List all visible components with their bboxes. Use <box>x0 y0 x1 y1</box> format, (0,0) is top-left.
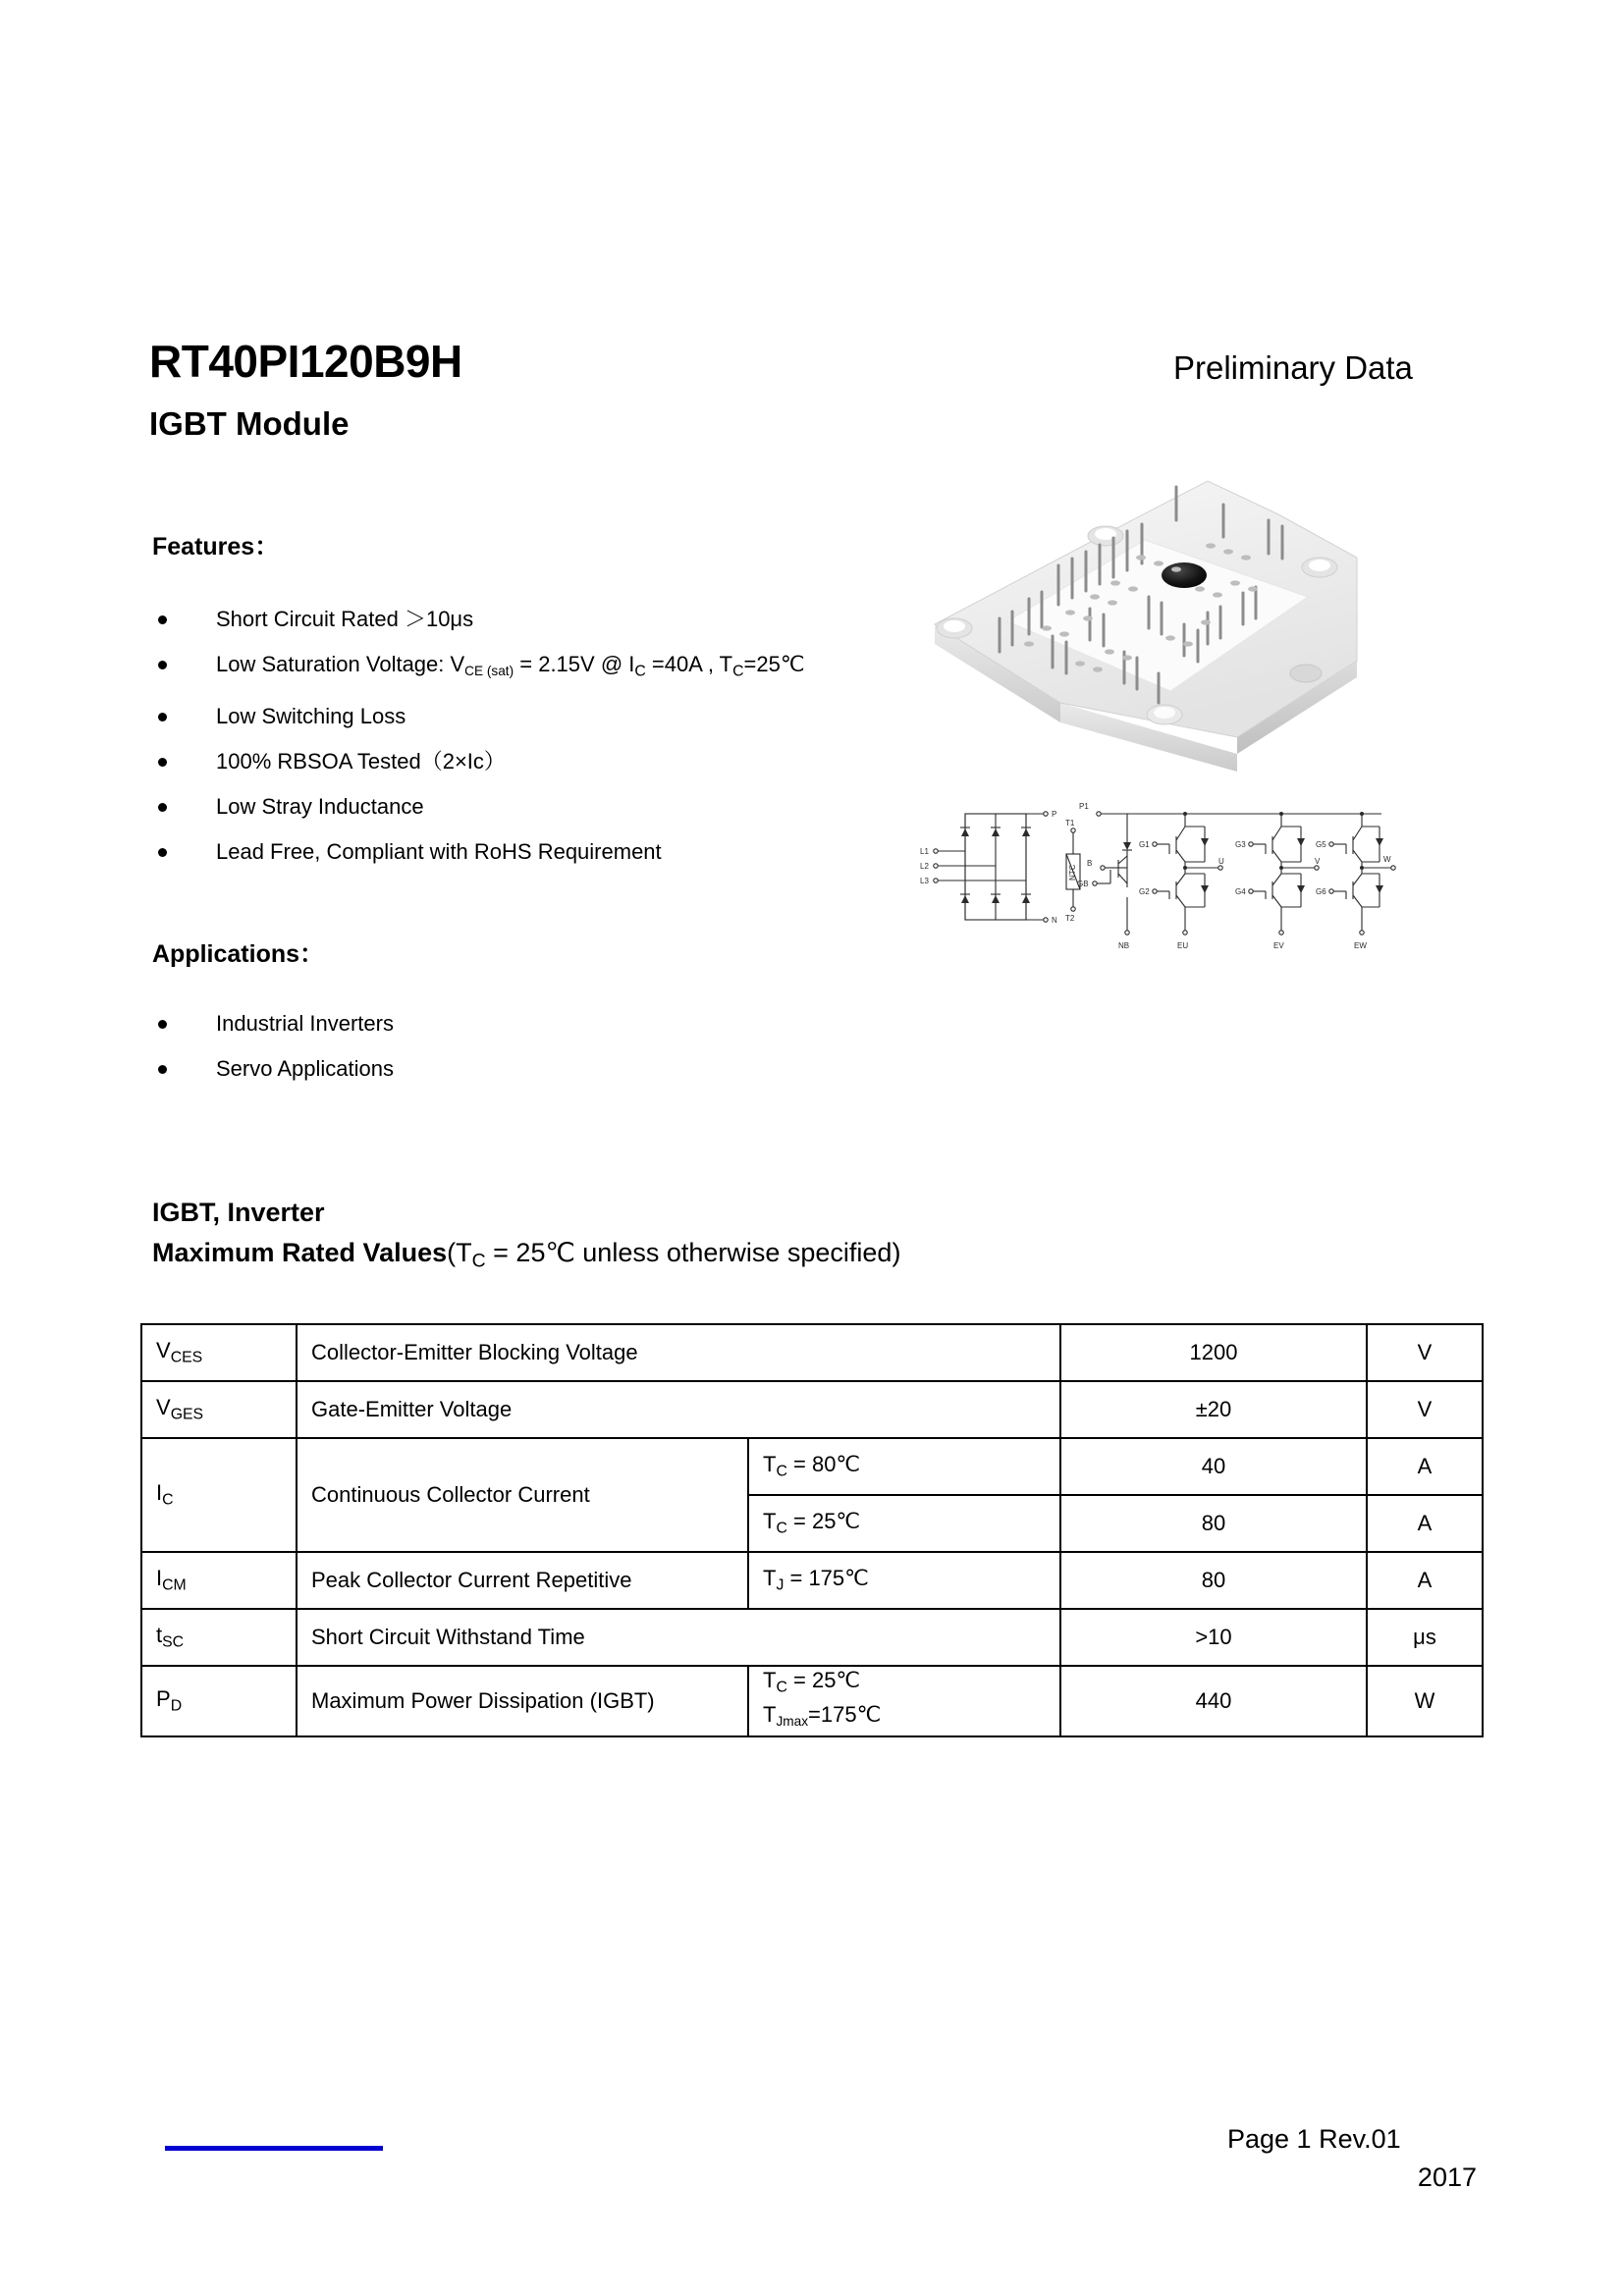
feature-label-mid2: =40A , T <box>645 652 733 676</box>
schematic-label-g5: G5 <box>1316 840 1326 849</box>
feature-label-mid: = 2.15V @ I <box>514 652 635 676</box>
feature-rohs-compliant <box>155 829 805 875</box>
feature-label: Low Switching Loss <box>216 704 406 729</box>
ratings-subtitle-sub: C <box>471 1250 486 1272</box>
cell-unit: W <box>1367 1666 1483 1736</box>
feature-label: Low Stray Inductance <box>216 794 424 820</box>
schematic-label-n: N <box>1052 916 1057 925</box>
document-status: Preliminary Data <box>1173 349 1413 386</box>
schematic-label-g4: G4 <box>1235 887 1246 896</box>
condition-line-2: $T_{Jmax}=175℃$ <box>763 1702 882 1730</box>
schematic-label-v: V <box>1315 857 1321 866</box>
application-label: Industrial Inverters <box>216 1011 394 1036</box>
cell-symbol: $V_{GES}$ <box>141 1381 297 1438</box>
product-type: IGBT Module <box>149 405 350 442</box>
cell-value: 1200 <box>1060 1324 1367 1381</box>
ratings-section-title: IGBT, Inverter <box>152 1198 325 1227</box>
schematic-label-p1: P1 <box>1079 802 1089 811</box>
application-label: Servo Applications <box>216 1056 394 1081</box>
features-heading: Features： <box>152 533 280 561</box>
cell-condition <box>748 1666 1060 1736</box>
condition-line-1: $T_C$ = 25℃ <box>763 1668 861 1696</box>
feature-label: Short Circuit Rated ＞10μs <box>216 607 474 631</box>
cell-symbol: $t_{SC}$ <box>141 1609 297 1666</box>
feature-sub-tc: C <box>732 663 744 680</box>
cell-condition: $T_C$ = 80℃ <box>748 1438 1060 1495</box>
schematic-diagram <box>918 797 1399 962</box>
schematic-label-g2: G2 <box>1139 887 1150 896</box>
bullet-icon <box>158 758 167 767</box>
footer-rule <box>165 2146 383 2151</box>
product-photo <box>913 459 1375 778</box>
feature-short-circuit-rated <box>155 597 805 642</box>
ratings-subtitle-prefix: (T <box>447 1238 472 1267</box>
bullet-icon <box>158 803 167 812</box>
schematic-label-l1: L1 <box>920 847 929 856</box>
feature-label-prefix: Low Saturation Voltage: V <box>216 652 465 676</box>
feature-low-saturation-voltage <box>155 642 805 694</box>
schematic-label-l2: L2 <box>920 862 929 871</box>
table-row <box>141 1666 1483 1736</box>
feature-sub-c: C <box>634 663 646 680</box>
footer-page-number: Page 1 Rev.01 <box>1227 2124 1401 2154</box>
feature-rbsoa-tested <box>155 739 805 784</box>
cell-unit: A <box>1367 1552 1483 1609</box>
ratings-section-subtitle <box>152 1240 900 1271</box>
cell-unit: A <box>1367 1438 1483 1495</box>
table-row <box>141 1552 1483 1609</box>
features-list <box>155 597 805 875</box>
bullet-icon <box>158 713 167 721</box>
feature-sub-ce-sat: CE (sat) <box>464 663 514 678</box>
bullet-icon <box>158 1065 167 1074</box>
schematic-label-gb: GB <box>1077 880 1089 888</box>
cell-symbol: $P_D$ <box>141 1666 297 1736</box>
ratings-subtitle-bold: Maximum Rated Values <box>152 1238 448 1267</box>
cell-description: Peak Collector Current Repetitive <box>297 1552 748 1609</box>
cell-value: ±20 <box>1060 1381 1367 1438</box>
footer-year: 2017 <box>1417 2163 1477 2192</box>
cell-unit: V <box>1367 1324 1483 1381</box>
cell-unit: A <box>1367 1495 1483 1552</box>
schematic-label-g1: G1 <box>1139 840 1150 849</box>
schematic-label-b: B <box>1087 859 1093 868</box>
cell-unit: μs <box>1367 1609 1483 1666</box>
table-row <box>141 1381 1483 1438</box>
circuit-schematic <box>918 797 1399 962</box>
bullet-icon <box>158 661 167 669</box>
schematic-label-p: P <box>1052 810 1057 819</box>
bullet-icon <box>158 615 167 624</box>
cell-symbol: $I_{CM}$ <box>141 1552 297 1609</box>
application-industrial-inverters <box>155 1001 394 1046</box>
cell-description: Continuous Collector Current <box>297 1438 748 1552</box>
applications-heading: Applications： <box>152 940 325 968</box>
schematic-label-t1: T1 <box>1065 819 1075 828</box>
application-servo-applications <box>155 1046 394 1092</box>
cell-description: Gate-Emitter Voltage <box>297 1381 1060 1438</box>
schematic-label-nb: NB <box>1118 941 1130 950</box>
cell-value: 40 <box>1060 1438 1367 1495</box>
cell-value: 440 <box>1060 1666 1367 1736</box>
cell-value: 80 <box>1060 1552 1367 1609</box>
schematic-label-u: U <box>1218 857 1224 866</box>
cell-unit: V <box>1367 1381 1483 1438</box>
page-title: RT40PI120B9H <box>149 336 462 387</box>
ratings-subtitle-suffix: = 25℃ unless otherwise specified) <box>485 1238 901 1267</box>
cell-symbol: $I_C$ <box>141 1438 297 1552</box>
applications-list <box>155 1001 394 1092</box>
cell-description: Collector-Emitter Blocking Voltage <box>297 1324 1060 1381</box>
bullet-icon <box>158 1020 167 1029</box>
cell-value: >10 <box>1060 1609 1367 1666</box>
cell-condition: $T_J$ = 175℃ <box>748 1552 1060 1609</box>
cell-value: 80 <box>1060 1495 1367 1552</box>
table-row <box>141 1324 1483 1381</box>
schematic-label-t2: T2 <box>1065 914 1075 923</box>
bullet-icon <box>158 848 167 857</box>
schematic-label-ntc: NTC <box>1068 864 1077 881</box>
feature-low-switching-loss <box>155 694 805 739</box>
cell-description: Short Circuit Withstand Time <box>297 1609 1060 1666</box>
schematic-label-l3: L3 <box>920 877 929 885</box>
schematic-label-ew: EW <box>1354 941 1367 950</box>
cell-symbol: $V_{CES}$ <box>141 1324 297 1381</box>
schematic-label-g3: G3 <box>1235 840 1246 849</box>
schematic-label-eu: EU <box>1177 941 1189 950</box>
cell-condition: $T_C$ = 25℃ <box>748 1495 1060 1552</box>
cell-description: Maximum Power Dissipation (IGBT) <box>297 1666 748 1736</box>
table-row <box>141 1609 1483 1666</box>
table-row <box>141 1438 1483 1495</box>
maximum-rated-values-table <box>140 1323 1484 1737</box>
schematic-label-w: W <box>1383 855 1391 864</box>
feature-label: 100% RBSOA Tested（2×Ic） <box>216 749 506 774</box>
feature-label: Lead Free, Compliant with RoHS Requirement <box>216 839 662 865</box>
schematic-label-ev: EV <box>1273 941 1284 950</box>
schematic-label-g6: G6 <box>1316 887 1326 896</box>
feature-low-stray-inductance <box>155 784 805 829</box>
igbt-module-image <box>913 459 1375 778</box>
feature-label-suffix: =25℃ <box>743 652 805 676</box>
